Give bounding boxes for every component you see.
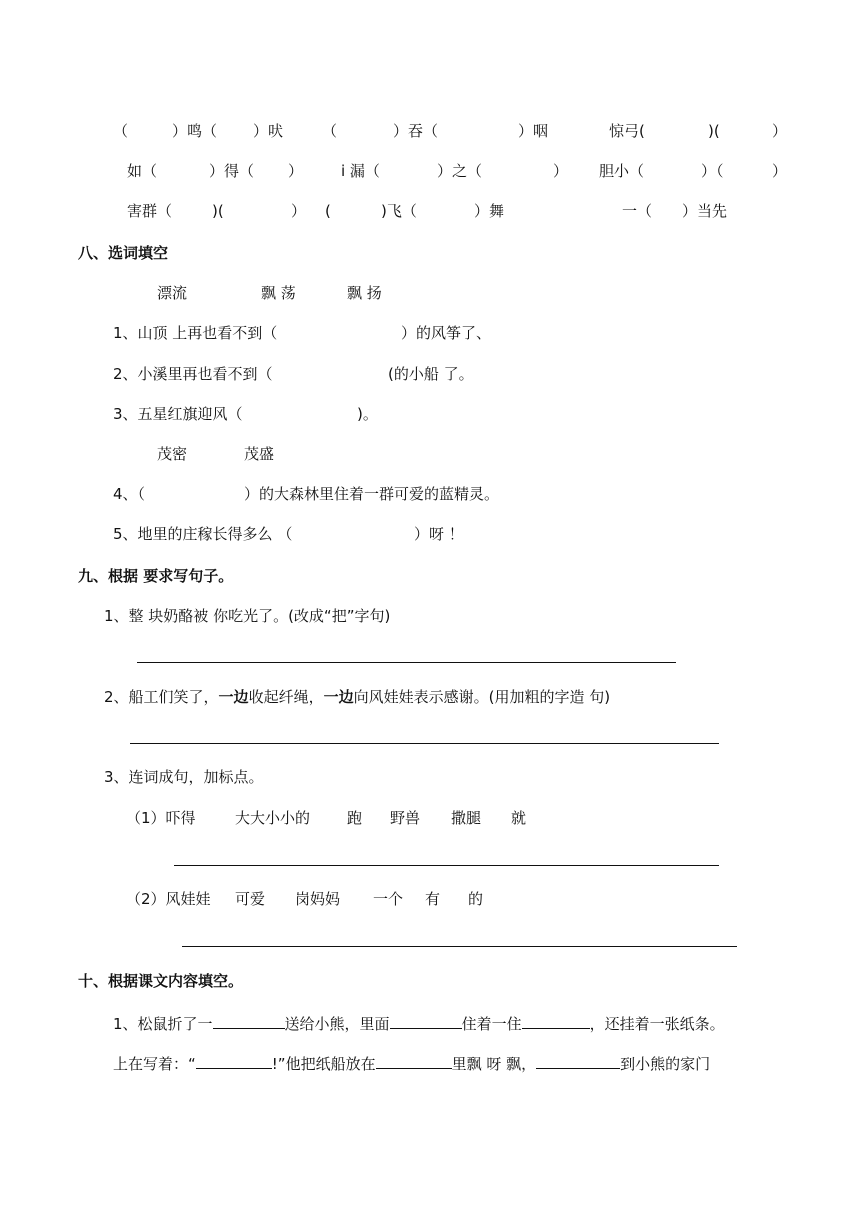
word-tile: （2）风娃娃	[126, 890, 211, 908]
bold-word: 一边	[323, 688, 354, 706]
idiom-text: ）咽	[518, 122, 549, 140]
question-9-2: 2、船工们笑了，一边收起纤绳，一边向风娃娃表示感谢。(用加粗的字造 句)	[104, 688, 611, 706]
idiom-text: ）吠	[253, 122, 284, 140]
idiom-text: ）舞	[474, 202, 505, 220]
fill-blank[interactable]	[213, 1012, 285, 1029]
fill-blank[interactable]	[390, 1012, 462, 1029]
word-tile: 可爱	[235, 890, 266, 908]
word-tile: 野兽	[390, 809, 421, 827]
idiom-text: 一（	[622, 202, 653, 220]
idiom-text: ）	[291, 202, 307, 220]
bold-word: 一边	[218, 688, 249, 706]
idiom-text: ）鸣（	[172, 122, 218, 140]
word-tile: 大大小小的	[235, 809, 311, 827]
fill-line-1: 1、松鼠折了一 送给小熊，里面 住着一住 ，还挂着一张纸条。	[113, 1012, 725, 1034]
fill-line-2: 上在写着：“ !”他把纸船放在 里飘 呀 飘， 到小熊的家门	[113, 1052, 710, 1074]
idiom-text: ）之（	[437, 162, 483, 180]
idiom-text: ）	[553, 162, 569, 180]
idiom-text: ）	[772, 122, 788, 140]
idiom-text: (	[325, 202, 331, 220]
idiom-text: ）当先	[682, 202, 728, 220]
question-8-5-tail: ）呀 ！	[414, 525, 464, 543]
question-9-1: 1、整 块奶酪被 你吃光了。(改成“把”字句)	[104, 607, 391, 625]
question-8-1: 1、山顶 上再也看不到（	[113, 324, 278, 342]
answer-line[interactable]	[137, 662, 676, 663]
section-9-title: 九、根据 要求写句子。	[78, 567, 234, 585]
question-8-4: 4、（	[113, 485, 146, 503]
idiom-text: ）得（	[209, 162, 255, 180]
word-tile: 就	[511, 809, 527, 827]
idiom-text: ）	[772, 162, 788, 180]
answer-line[interactable]	[130, 743, 719, 744]
idiom-text: 胆小（	[599, 162, 645, 180]
idiom-text: ）吞（	[393, 122, 439, 140]
idiom-text: 惊弓(	[609, 122, 645, 140]
word-tile: 跑	[347, 809, 363, 827]
answer-line[interactable]	[174, 865, 719, 866]
answer-line[interactable]	[182, 946, 737, 947]
word-tile: 一个	[373, 890, 404, 908]
word-tile: 撒腿	[451, 809, 482, 827]
fill-blank[interactable]	[522, 1012, 590, 1029]
word-tile: （1）吓得	[126, 809, 196, 827]
section-8-title: 八、选词填空	[78, 244, 169, 262]
question-8-4-tail: ）的大森林里住着一群可爱的蓝精灵。	[244, 485, 500, 503]
word-choice: 茂密	[157, 445, 188, 463]
question-8-5: 5、地里的庄稼长得多么 （	[113, 525, 293, 543]
word-tile: 岗妈妈	[295, 890, 341, 908]
fill-blank[interactable]	[536, 1052, 620, 1069]
idiom-text: （	[113, 122, 129, 140]
word-choice: 茂盛	[244, 445, 275, 463]
word-choice: 飘 扬	[347, 284, 382, 302]
word-choice: 漂流	[157, 284, 188, 302]
question-8-2: 2、小溪里再也看不到（	[113, 365, 273, 383]
fill-blank[interactable]	[196, 1052, 272, 1069]
idiom-text: （	[322, 122, 338, 140]
idiom-text: ）	[288, 162, 304, 180]
section-10-title: 十、根据课文内容填空。	[78, 972, 244, 990]
word-choice: 飘 荡	[261, 284, 296, 302]
idiom-text: ）（	[701, 162, 724, 180]
question-9-3: 3、连词成句，加标点。	[104, 768, 264, 786]
question-8-1-tail: ）的风筝了、	[401, 324, 492, 342]
idiom-text: i 漏（	[341, 162, 380, 180]
fill-blank[interactable]	[376, 1052, 452, 1069]
question-8-3: 3、五星红旗迎风（	[113, 405, 243, 423]
question-8-2-tail: (的小船 了。	[388, 365, 474, 383]
question-8-3-tail: )。	[357, 405, 378, 423]
idiom-text: 如（	[127, 162, 158, 180]
idiom-text: )飞（	[381, 202, 417, 220]
idiom-text: )(	[708, 122, 720, 140]
word-tile: 的	[468, 890, 484, 908]
idiom-text: 害群（	[127, 202, 173, 220]
word-tile: 有	[425, 890, 441, 908]
idiom-text: )(	[212, 202, 224, 220]
